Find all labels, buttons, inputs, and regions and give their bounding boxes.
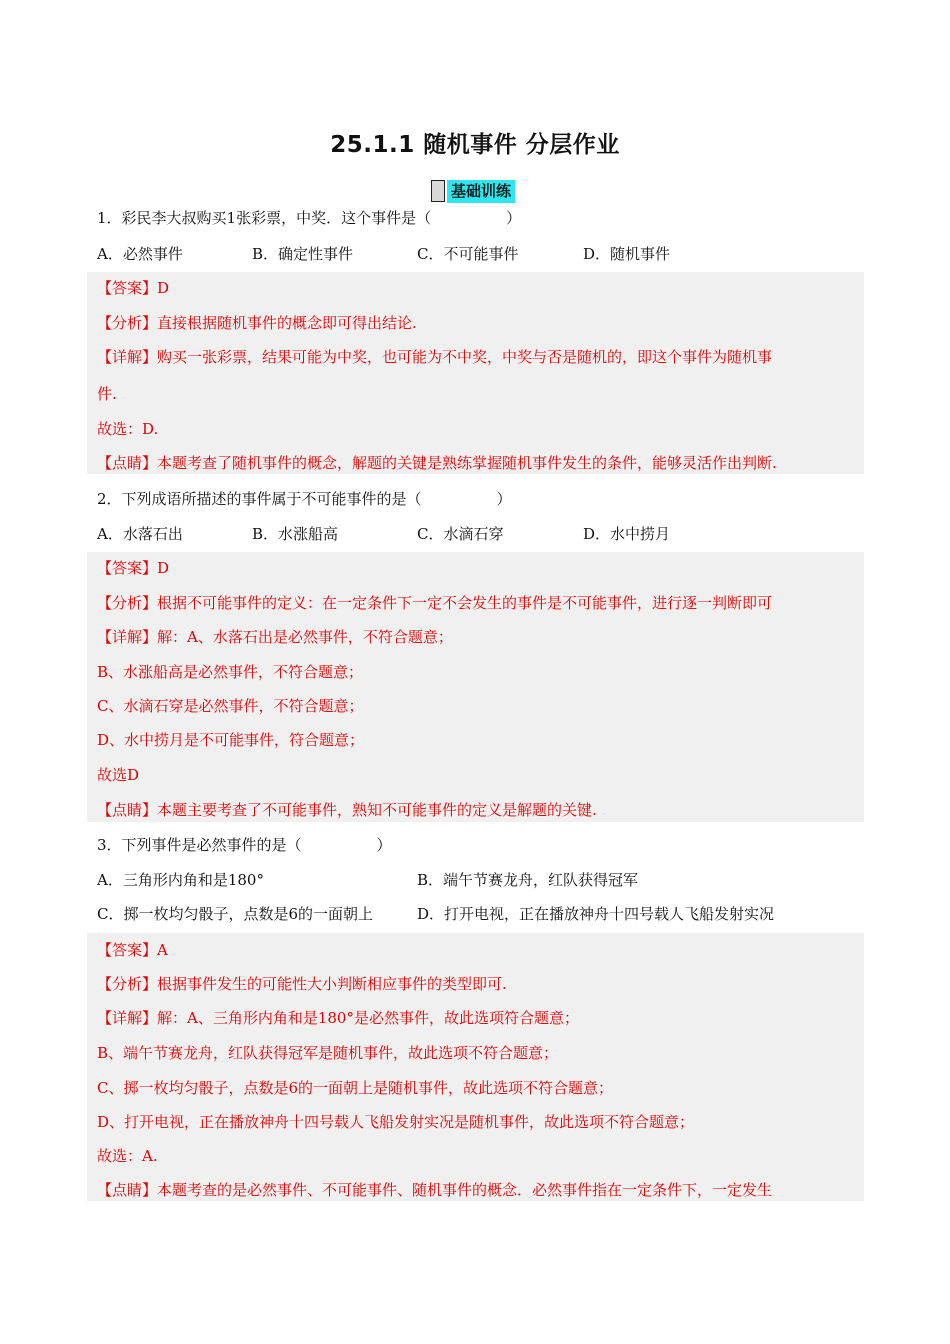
section-marker [431, 180, 445, 202]
detail-line: B、端午节赛龙舟，红队获得冠军是随机事件，故此选项不符合题意； [97, 1044, 559, 1062]
question-1-option-d: D．随机事件 [583, 245, 671, 263]
detail-line: 解：A、三角形内角和是180°是必然事件，故此选项符合题意； [157, 1009, 579, 1027]
comment-text: 本题主要考查了不可能事件，熟知不可能事件的定义是解题的关键. [157, 801, 597, 819]
detail-line: B、水涨船高是必然事件，不符合题意； [97, 663, 364, 681]
section-label: 基础训练 [447, 180, 515, 203]
question-3-comment [97, 1180, 772, 1200]
answer-value: D [157, 279, 170, 297]
detail-line: 解：A、水落石出是必然事件，不符合题意； [157, 628, 453, 646]
question-2-option-a: A．水落石出 [97, 525, 183, 543]
detail-tag: 【详解】 [97, 348, 158, 366]
question-3-option-c: C．掷一枚均匀骰子，点数是6的一面朝上 [97, 905, 374, 923]
answer-tag: 【答案】 [97, 559, 158, 577]
question-2-analysis [97, 593, 772, 613]
question-2-answer [97, 558, 169, 578]
question-1-detail [97, 347, 772, 367]
section-header [431, 179, 515, 203]
question-1-option-c: C．不可能事件 [417, 245, 519, 263]
question-1-answer [97, 278, 169, 298]
detail-line: D、水中捞月是不可能事件，符合题意； [97, 731, 365, 749]
question-2-choose: 故选D [97, 766, 140, 784]
question-3-option-d: D．打开电视，正在播放神舟十四号载人飞船发射实况 [417, 905, 775, 923]
question-3-detail [97, 1008, 579, 1028]
question-2-stem: 2．下列成语所描述的事件属于不可能事件的是（ ） [97, 490, 512, 508]
detail-line: 件. [97, 385, 117, 403]
analysis-tag: 【分析】 [97, 314, 158, 332]
comment-tag: 【点睛】 [97, 454, 158, 472]
page-title: 25.1.1 随机事件 分层作业 [330, 132, 620, 158]
question-2-option-c: C．水滴石穿 [417, 525, 504, 543]
question-3-stem: 3．下列事件是必然事件的是（ ） [97, 836, 392, 854]
detail-tag: 【详解】 [97, 1009, 158, 1027]
answer-value: D [157, 559, 170, 577]
comment-tag: 【点睛】 [97, 801, 158, 819]
question-1-option-a: A．必然事件 [97, 245, 183, 263]
question-3-option-a: A．三角形内角和是180° [97, 871, 264, 889]
analysis-text: 根据不可能事件的定义：在一定条件下一定不会发生的事件是不可能事件，进行逐一判断即可 [157, 594, 773, 612]
detail-line: D、打开电视，正在播放神舟十四号载人飞船发射实况是随机事件，故此选项不符合题意； [97, 1113, 695, 1131]
question-1-stem: 1．彩民李大叔购买1张彩票，中奖．这个事件是（ ） [97, 209, 522, 227]
question-3-option-b: B．端午节赛龙舟，红队获得冠军 [417, 871, 639, 889]
question-3-analysis [97, 974, 507, 994]
detail-tag: 【详解】 [97, 628, 158, 646]
question-1-option-b: B．确定性事件 [252, 245, 354, 263]
answer-tag: 【答案】 [97, 941, 158, 959]
question-2-option-b: B．水涨船高 [252, 525, 339, 543]
comment-tag: 【点睛】 [97, 1181, 158, 1199]
detail-line: 购买一张彩票，结果可能为中奖，也可能为不中奖，中奖与否是随机的，即这个事件为随机事 [157, 348, 773, 366]
analysis-tag: 【分析】 [97, 594, 158, 612]
detail-line: C、水滴石穿是必然事件，不符合题意； [97, 697, 364, 715]
detail-line: C、掷一枚均匀骰子，点数是6的一面朝上是随机事件，故此选项不符合题意； [97, 1079, 614, 1097]
question-3-answer [97, 940, 168, 960]
answer-tag: 【答案】 [97, 279, 158, 297]
question-3-choose: 故选：A. [97, 1147, 158, 1165]
question-1-solution [87, 272, 864, 474]
analysis-text: 根据事件发生的可能性大小判断相应事件的类型即可. [157, 975, 507, 993]
question-2-option-d: D．水中捞月 [583, 525, 671, 543]
question-1-comment [97, 453, 777, 473]
question-1-analysis [97, 313, 417, 333]
question-1-choose: 故选：D. [97, 420, 159, 438]
comment-text: 本题考查了随机事件的概念，解题的关键是熟练掌握随机事件发生的条件，能够灵活作出判断. [157, 454, 777, 472]
question-2-comment [97, 800, 597, 820]
comment-text: 本题考查的是必然事件、不可能事件、随机事件的概念．必然事件指在一定条件下，一定发生 [157, 1181, 773, 1199]
analysis-tag: 【分析】 [97, 975, 158, 993]
answer-value: A [157, 941, 168, 959]
question-2-detail [97, 627, 453, 647]
analysis-text: 直接根据随机事件的概念即可得出结论. [157, 314, 417, 332]
